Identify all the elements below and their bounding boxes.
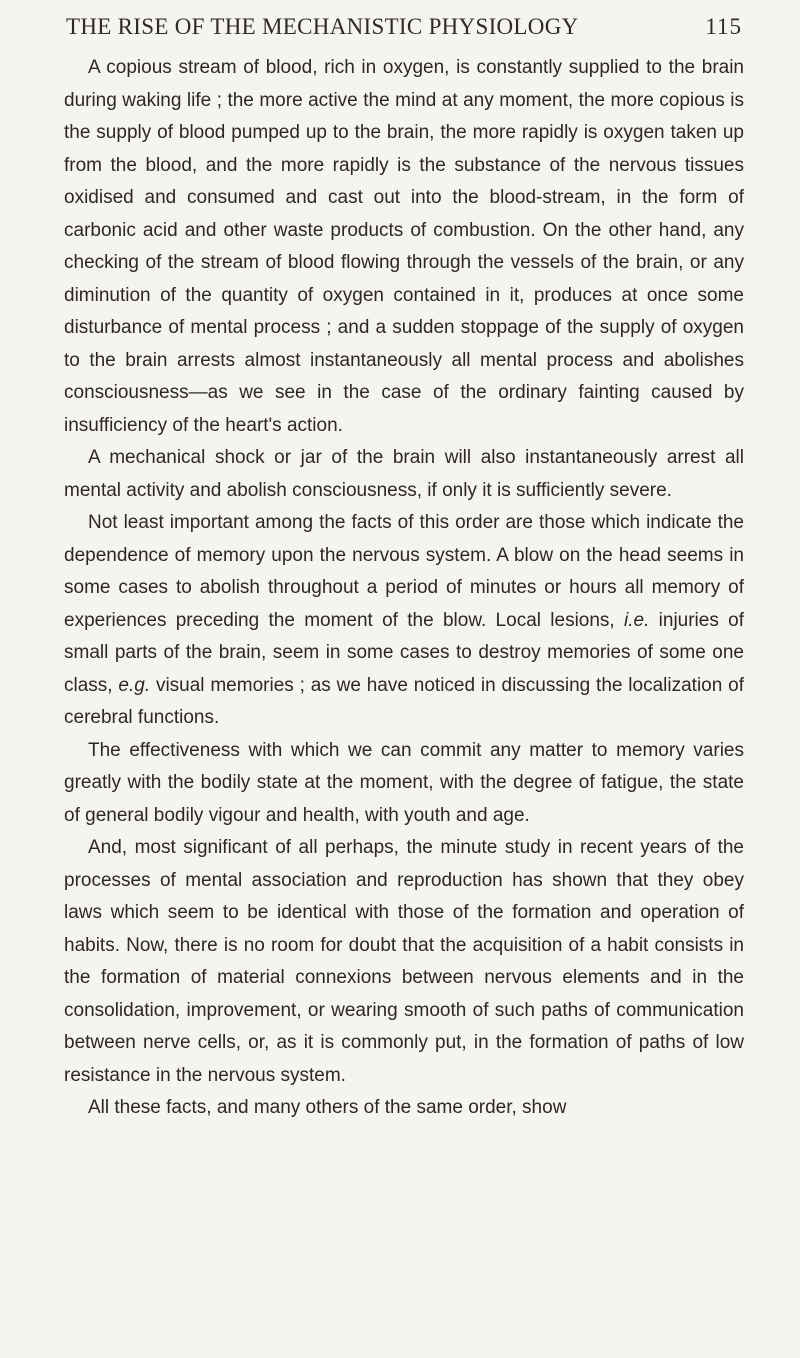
page-number: 115 (705, 14, 742, 39)
paragraph-1: A copious stream of blood, rich in oxygen, is constantly supplied to the brain during waking life ; the more active the mind at any moment, the more copious is the supply of blood pumped up to the brain, the more rapidly is oxygen taken up from the blood, and the more rapidly is the substance of the nervous tissues oxidised and consumed and cast out into the blood-stream, in the form of carbonic acid and other waste products of combustion. On the other hand, any checking of the stream of blood flowing through the vessels of the brain, or any diminution of the quantity of oxygen contained in it, produces at once some disturbance of mental process ; and a sudden stoppage of the supply of oxygen to the brain arrests almost instantaneously all mental process and abolishes consciousness—as we see in the case of the ordinary fainting caused by insufficiency of the heart's action. (64, 57, 744, 436)
paragraph-6: All these facts, and many others of the same order, show (88, 1097, 567, 1118)
running-head (64, 14, 744, 40)
abbrev-eg: e.g. (118, 674, 151, 696)
abbrev-ie: i.e. (624, 609, 650, 631)
paragraph-3 (64, 507, 744, 735)
paragraph-3-part-c: visual memories ; as we have noticed in discussing the localization of cerebral functions. (64, 674, 744, 728)
running-head-title: THE RISE OF THE MECHANISTIC PHYSIOLOGY (66, 14, 579, 39)
paragraph-3-part-a: Not least important among the facts of this order are those which indicate the dependence of memory upon the nervous system. A blow on the head seems in some cases to abolish throughout a period of minutes or hours all memory of experiences preceding the moment of the blow. Local lesions, (64, 512, 744, 631)
paragraph-5: And, most significant of all perhaps, the minute study in recent years of the processes of mental association and reproduction has shown that they obey laws which seem to be identical with those of the formation and operation of habits. Now, there is no room for doubt that the acquisition of a habit consists in the formation of material connexions between nervous elements and in the consolidation, improvement, or wearing smooth of such paths of communication between nerve cells, or, as it is commonly put, in the formation of paths of low resistance in the nervous system. (64, 837, 744, 1086)
paragraph-4: The effectiveness with which we can commit any matter to memory varies greatly with the bodily state at the moment, with the degree of fatigue, the state of general bodily vigour and health, with youth and age. (64, 739, 744, 826)
body-text (64, 52, 744, 1125)
paragraph-3-part-b: injuries of small parts of the brain, seem in some cases to destroy memories of some one class, (64, 609, 744, 696)
paragraph-2: A mechanical shock or jar of the brain will also instantaneously arrest all mental activity and abolish consciousness, if only it is sufficiently severe. (64, 447, 744, 501)
